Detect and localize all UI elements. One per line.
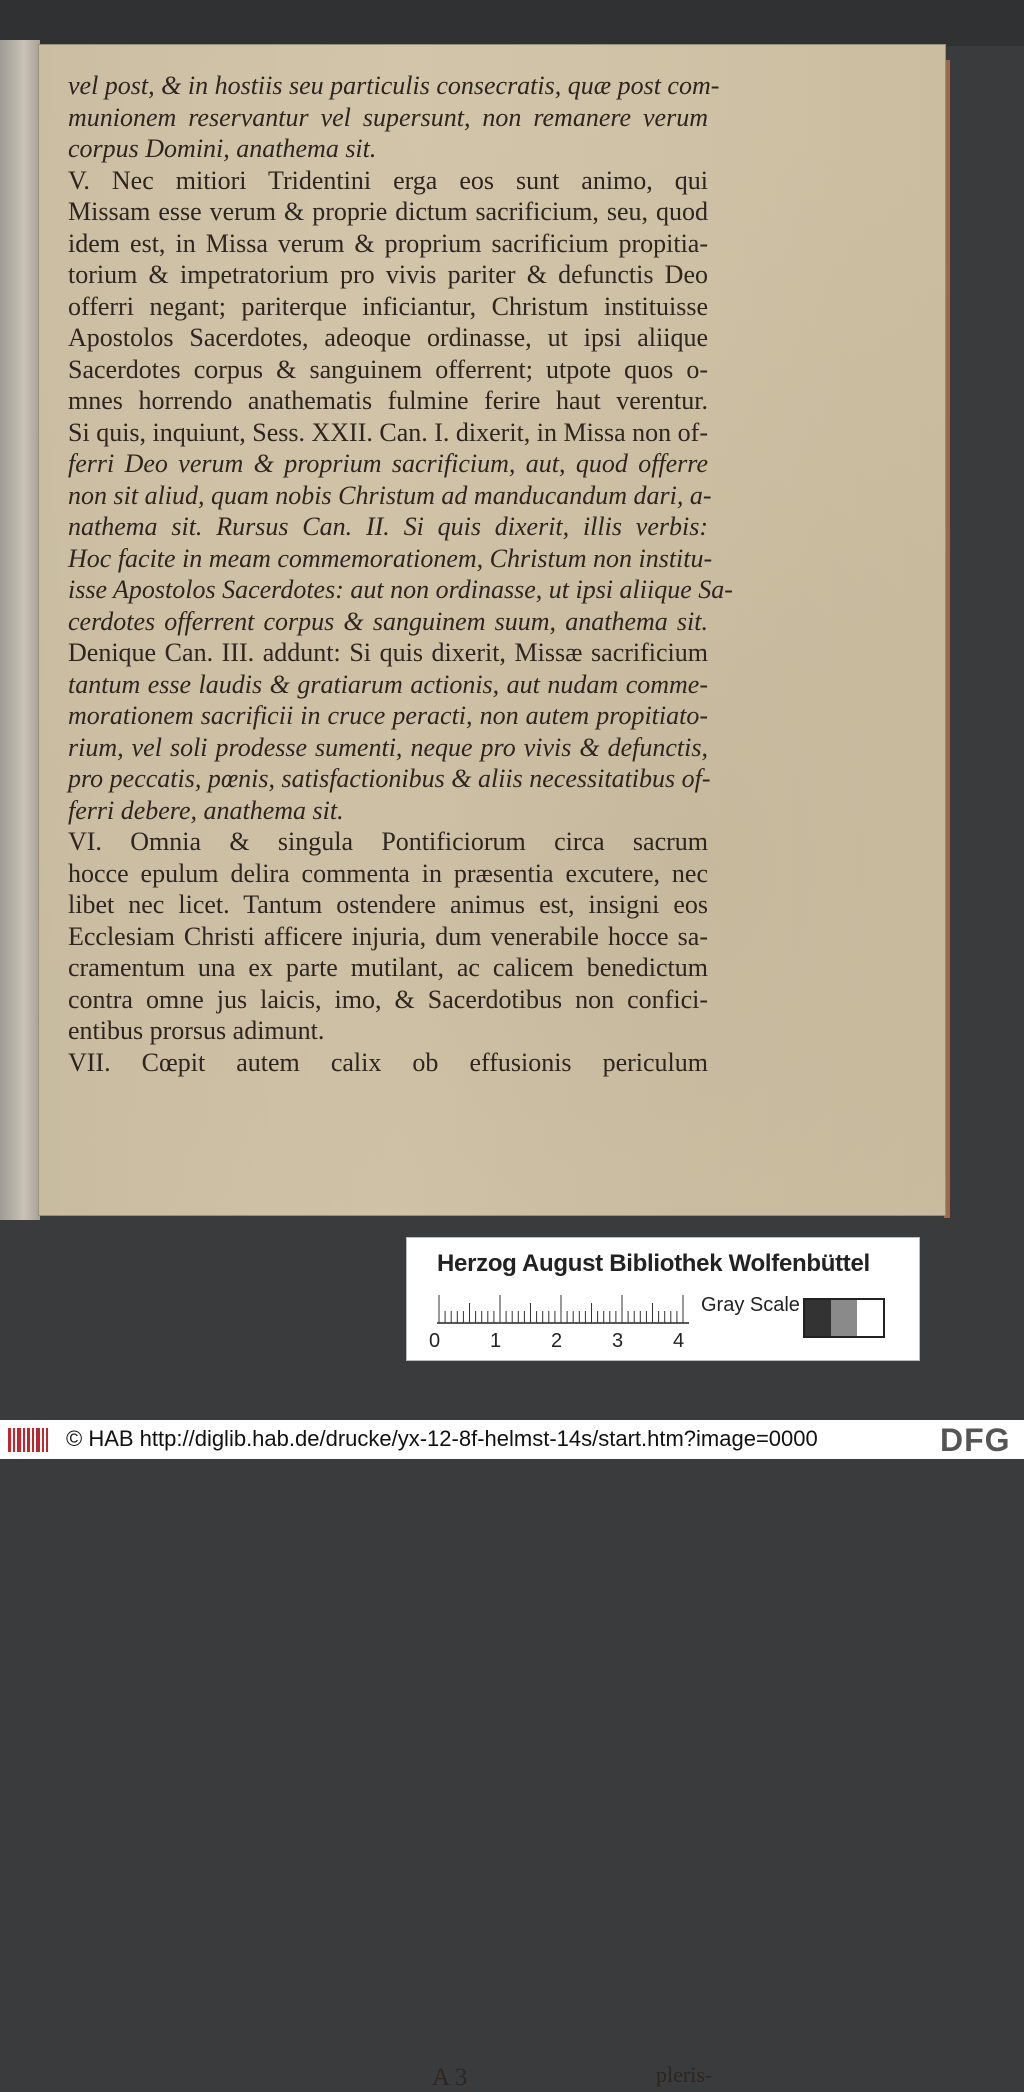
text-line: hocce epulum delira commenta in præsentia excutere, nec (68, 858, 708, 888)
gray-scale-swatches (803, 1298, 885, 1338)
text-line: Hoc facite in meam commemorationem, Christum non institu- (68, 543, 713, 573)
text-line: idem est, in Missa verum & proprium sacrificium propitia- (68, 228, 708, 258)
ruler-numbers (429, 1330, 699, 1354)
gray-scale-label: Gray Scale (701, 1294, 800, 1316)
text-line: ferri Deo verum & proprium sacrificium, aut, quod offerre (68, 449, 708, 478)
text-line: contra omne jus laicis, imo, & Sacerdotibus non confici- (68, 984, 708, 1014)
ruler-number: 3 (612, 1330, 624, 1352)
signature-mark: A 3 (432, 2064, 468, 2091)
text-line: Missam esse verum & proprie dictum sacrificium, seu, quod (68, 197, 708, 226)
text-line: munionem reservantur vel supersunt, non remanere verum (68, 102, 708, 132)
ruler-number: 2 (551, 1330, 563, 1352)
viewer-footer-bar (0, 1420, 1024, 1459)
text-line: non sit aliud, quam nobis Christum ad manducandum dari, a- (68, 480, 712, 510)
text-line: offerri negant; pariterque inficiantur, Christum instituisse (68, 291, 708, 321)
text-line: corpus Domini, anathema sit. (68, 134, 377, 163)
gray-swatch (805, 1300, 831, 1336)
text-line: pro peccatis, pœnis, satisfactionibus & aliis necessitatibus of- (68, 764, 711, 793)
ruler-number: 0 (429, 1330, 441, 1352)
text-line: vel post, & in hostiis seu particulis consecratis, quæ post com- (68, 71, 720, 100)
text-line: V. Nec mitiori Tridentini erga eos sunt animo, qui (68, 165, 708, 195)
gray-swatch (857, 1300, 883, 1336)
text-line: isse Apostolos Sacerdotes: aut non ordinasse, ut ipsi aliique Sa- (68, 575, 733, 604)
text-line: entibus prorsus adimunt. (68, 1016, 325, 1045)
scanner-background-top (0, 0, 1024, 46)
text-line: Denique Can. III. addunt: Si quis dixerit, Missæ sacrificium (68, 638, 708, 667)
text-line: torium & impetratorium pro vivis pariter & defunctis Deo (68, 260, 708, 289)
text-line: morationem sacrificii in cruce peracti, non autem propitiato- (68, 701, 708, 730)
text-line: nathema sit. Rursus Can. II. Si quis dixerit, illis verbis: (68, 512, 708, 541)
text-line: rium, vel soli prodesse sumenti, neque pro vivis & defunctis, (68, 732, 708, 762)
barcode-icon (8, 1428, 48, 1452)
text-line: VII. Cœpit autem calix ob effusionis periculum (68, 1047, 708, 1077)
catchword: pleris- (656, 2062, 713, 2087)
text-line: cramentum una ex parte mutilant, ac calicem benedictum (68, 953, 708, 982)
copyright-url[interactable]: © HAB http://diglib.hab.de/drucke/yx-12-8f-helmst-14s/start.htm?image=0000 (66, 1426, 818, 1451)
text-line: Si quis, inquiunt, Sess. XXII. Can. I. dixerit, in Missa non of- (68, 417, 708, 447)
library-color-card (406, 1237, 920, 1361)
text-line: mnes horrendo anathematis fulmine ferire haut verentur. (68, 386, 708, 415)
text-line: cerdotes offerrent corpus & sanguinem suum, anathema sit. (68, 606, 708, 636)
text-line: Sacerdotes corpus & sanguinem offerrent; utpote quos o- (68, 354, 708, 384)
dfg-logo: DFG (936, 1422, 1011, 1459)
gray-swatch (831, 1300, 857, 1336)
library-name: Herzog August Bibliothek Wolfenbüttel (437, 1250, 870, 1277)
text-line: Apostolos Sacerdotes, adeoque ordinasse, ut ipsi aliique (68, 323, 708, 352)
text-line: VI. Omnia & singula Pontificiorum circa sacrum (68, 827, 708, 856)
text-line: Ecclesiam Christi afficere injuria, dum venerabile hocce sa- (68, 921, 708, 951)
page-text (68, 70, 733, 1078)
text-line: libet nec licet. Tantum ostendere animus est, insigni eos (68, 890, 708, 919)
text-line: ferri debere, anathema sit. (68, 795, 344, 825)
scale-ruler (437, 1294, 689, 1324)
ruler-number: 4 (673, 1330, 685, 1352)
text-line: tantum esse laudis & gratiarum actionis, aut nudam comme- (68, 669, 708, 699)
ruler-number: 1 (490, 1330, 502, 1352)
